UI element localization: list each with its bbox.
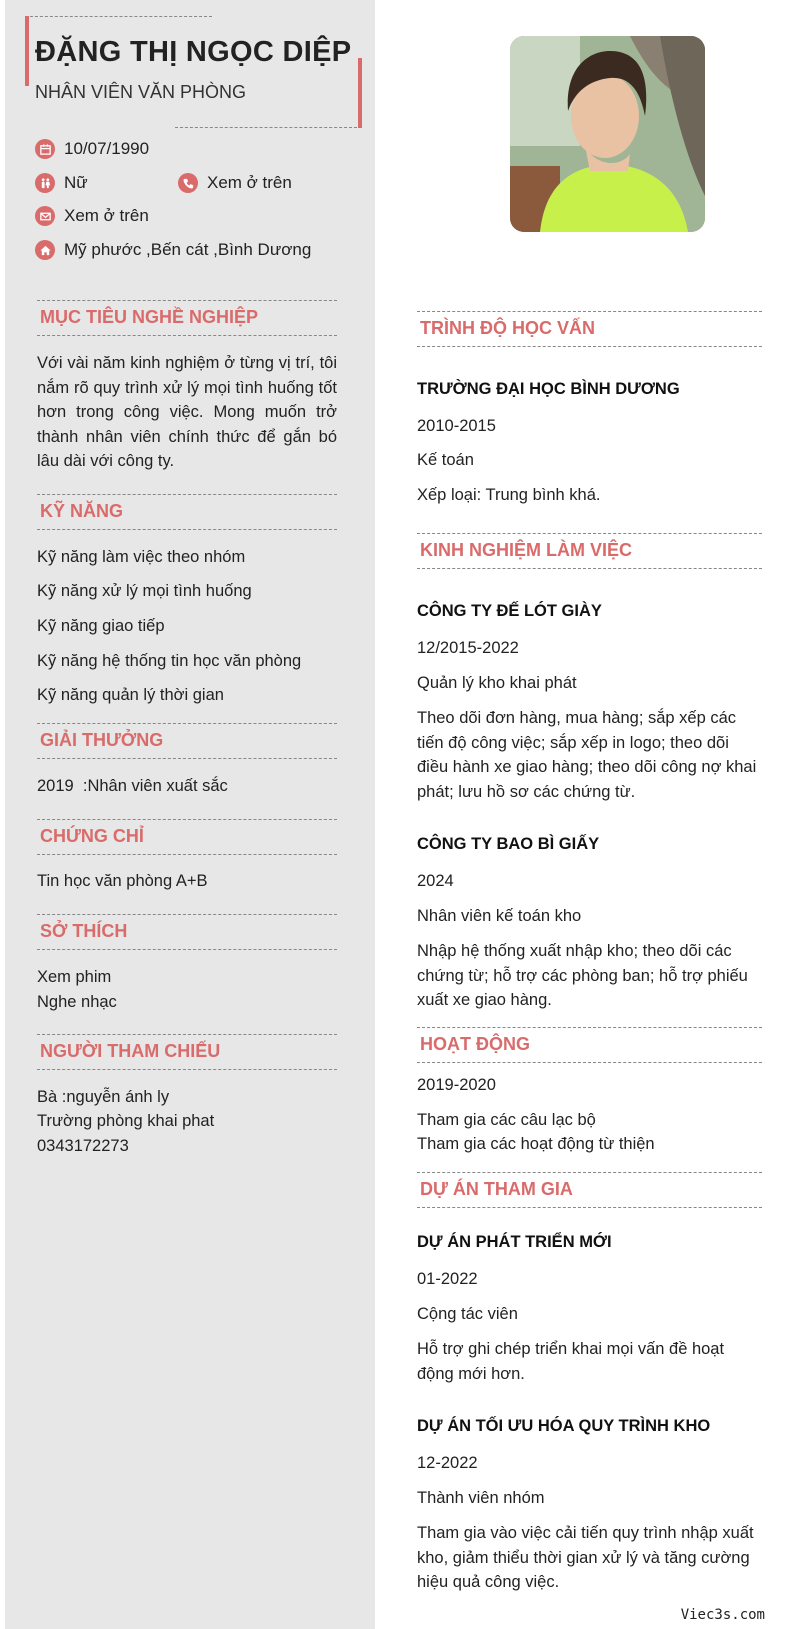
section-title: SỞ THÍCH	[40, 921, 128, 941]
watermark: Viec3s.com	[680, 1607, 765, 1623]
address-value: Mỹ phước ,Bến cát ,Bình Dương	[64, 240, 312, 259]
skills-heading	[37, 494, 337, 530]
experience-heading	[417, 533, 762, 569]
email-value: Xem ở trên	[64, 206, 149, 225]
divider	[25, 16, 212, 17]
hobby-item: Xem phim	[37, 968, 112, 986]
school-name: TRƯỜNG ĐẠI HỌC BÌNH DƯƠNG	[417, 380, 680, 398]
certificates-heading	[37, 819, 337, 855]
project-name: DỰ ÁN PHÁT TRIỂN MỚI	[417, 1233, 612, 1251]
project-description: Hỗ trợ ghi chép triển khai mọi vấn đề hoạt động mới hơn.	[417, 1340, 725, 1383]
home-icon	[35, 240, 55, 260]
project-period: 01-2022	[417, 1270, 478, 1288]
skill-item: Kỹ năng hệ thống tin học văn phòng	[37, 652, 302, 670]
reference-line: 0343172273	[37, 1137, 129, 1155]
skill-item: Kỹ năng xử lý mọi tình huống	[37, 582, 252, 600]
activity-period: 2019-2020	[417, 1076, 496, 1094]
education-grade: Xếp loại: Trung bình khá.	[417, 486, 601, 504]
skill-item: Kỹ năng giao tiếp	[37, 617, 165, 635]
section-title: KỸ NĂNG	[40, 501, 124, 521]
profile-photo	[510, 36, 705, 232]
section-title: KINH NGHIỆM LÀM VIỆC	[420, 540, 633, 560]
education-period: 2010-2015	[417, 417, 496, 435]
section-title: HOẠT ĐỘNG	[420, 1034, 530, 1054]
company-name: CÔNG TY ĐẾ LÓT GIÀY	[417, 602, 602, 620]
job-title: NHÂN VIÊN VĂN PHÒNG	[35, 82, 247, 102]
project-period: 12-2022	[417, 1454, 478, 1472]
calendar-icon	[35, 139, 55, 159]
address-row	[35, 240, 311, 260]
gender-icon	[35, 173, 55, 193]
section-title: CHỨNG CHỈ	[40, 826, 144, 846]
gender-row	[35, 173, 88, 193]
job-description: Nhập hệ thống xuất nhập kho; theo dõi các chứng từ; hỗ trợ các phòng ban; hỗ trợ phiếu xuất xe giao hàng.	[417, 942, 748, 1009]
phone-icon	[178, 173, 198, 193]
project-description: Tham gia vào việc cải tiến quy trình nhập xuất kho, giảm thiểu thời gian xử lý và tăng cường hiệu quả công việc.	[417, 1524, 754, 1591]
certificate-item: Tin học văn phòng A+B	[37, 872, 208, 890]
job-period: 2024	[417, 872, 454, 890]
skill-item: Kỹ năng quản lý thời gian	[37, 686, 224, 704]
project-role: Thành viên nhóm	[417, 1489, 545, 1507]
awards-heading	[37, 723, 337, 759]
objective-heading	[37, 300, 337, 336]
objective-text: Với vài năm kinh nghiệm ở từng vị trí, tôi nắm rõ quy trình xử lý mọi tình huống tốt hơn trong công việc. Mong muốn trở thành nhân viên chính thức để gắn bó lâu dài với công ty.	[37, 354, 337, 470]
hobby-item: Nghe nhạc	[37, 993, 117, 1011]
job-position: Quản lý kho khai phát	[417, 674, 577, 692]
divider	[175, 127, 362, 128]
name-block	[25, 16, 362, 128]
section-title: GIẢI THƯỞNG	[40, 730, 164, 750]
section-title: TRÌNH ĐỘ HỌC VẤN	[420, 318, 595, 338]
project-name: DỰ ÁN TỐI ƯU HÓA QUY TRÌNH KHO	[417, 1417, 711, 1435]
accent-bar	[25, 16, 29, 86]
section-title: MỤC TIÊU NGHỀ NGHIỆP	[40, 307, 259, 327]
project-role: Cộng tác viên	[417, 1305, 518, 1323]
company-name: CÔNG TY BAO BÌ GIẤY	[417, 835, 600, 853]
award-item: 2019 :Nhân viên xuất sắc	[37, 777, 228, 795]
birthday-value: 10/07/1990	[64, 139, 150, 158]
education-major: Kế toán	[417, 451, 474, 469]
activity-line: Tham gia các câu lạc bộ	[417, 1111, 596, 1129]
phone-value: Xem ở trên	[207, 173, 292, 192]
accent-bar	[358, 58, 362, 128]
job-period: 12/2015-2022	[417, 639, 519, 657]
phone-row	[178, 173, 292, 193]
activity-line: Tham gia các hoạt động từ thiện	[417, 1135, 655, 1153]
envelope-icon	[35, 206, 55, 226]
section-title: DỰ ÁN THAM GIA	[420, 1179, 573, 1199]
email-row	[35, 206, 149, 226]
hobbies-heading	[37, 914, 337, 950]
job-description: Theo dõi đơn hàng, mua hàng; sắp xếp các tiến độ công việc; sắp xếp in logo; theo dõi điều hành xe giao hàng; theo dõi công nợ khai phát; lưu hồ sơ các chứng từ.	[417, 709, 757, 801]
birthday-row	[35, 139, 149, 159]
gender-value: Nữ	[64, 173, 88, 192]
job-position: Nhân viên kế toán kho	[417, 907, 582, 925]
projects-heading	[417, 1172, 762, 1208]
reference-line: Bà :nguyễn ánh ly	[37, 1088, 170, 1106]
education-heading	[417, 311, 762, 347]
activities-heading	[417, 1027, 762, 1063]
references-heading	[37, 1034, 337, 1070]
skill-item: Kỹ năng làm việc theo nhóm	[37, 548, 246, 566]
section-title: NGƯỜI THAM CHIẾU	[40, 1041, 221, 1061]
reference-line: Trường phòng khai phat	[37, 1112, 215, 1130]
candidate-name: ĐẶNG THỊ NGỌC DIỆP	[35, 36, 352, 68]
